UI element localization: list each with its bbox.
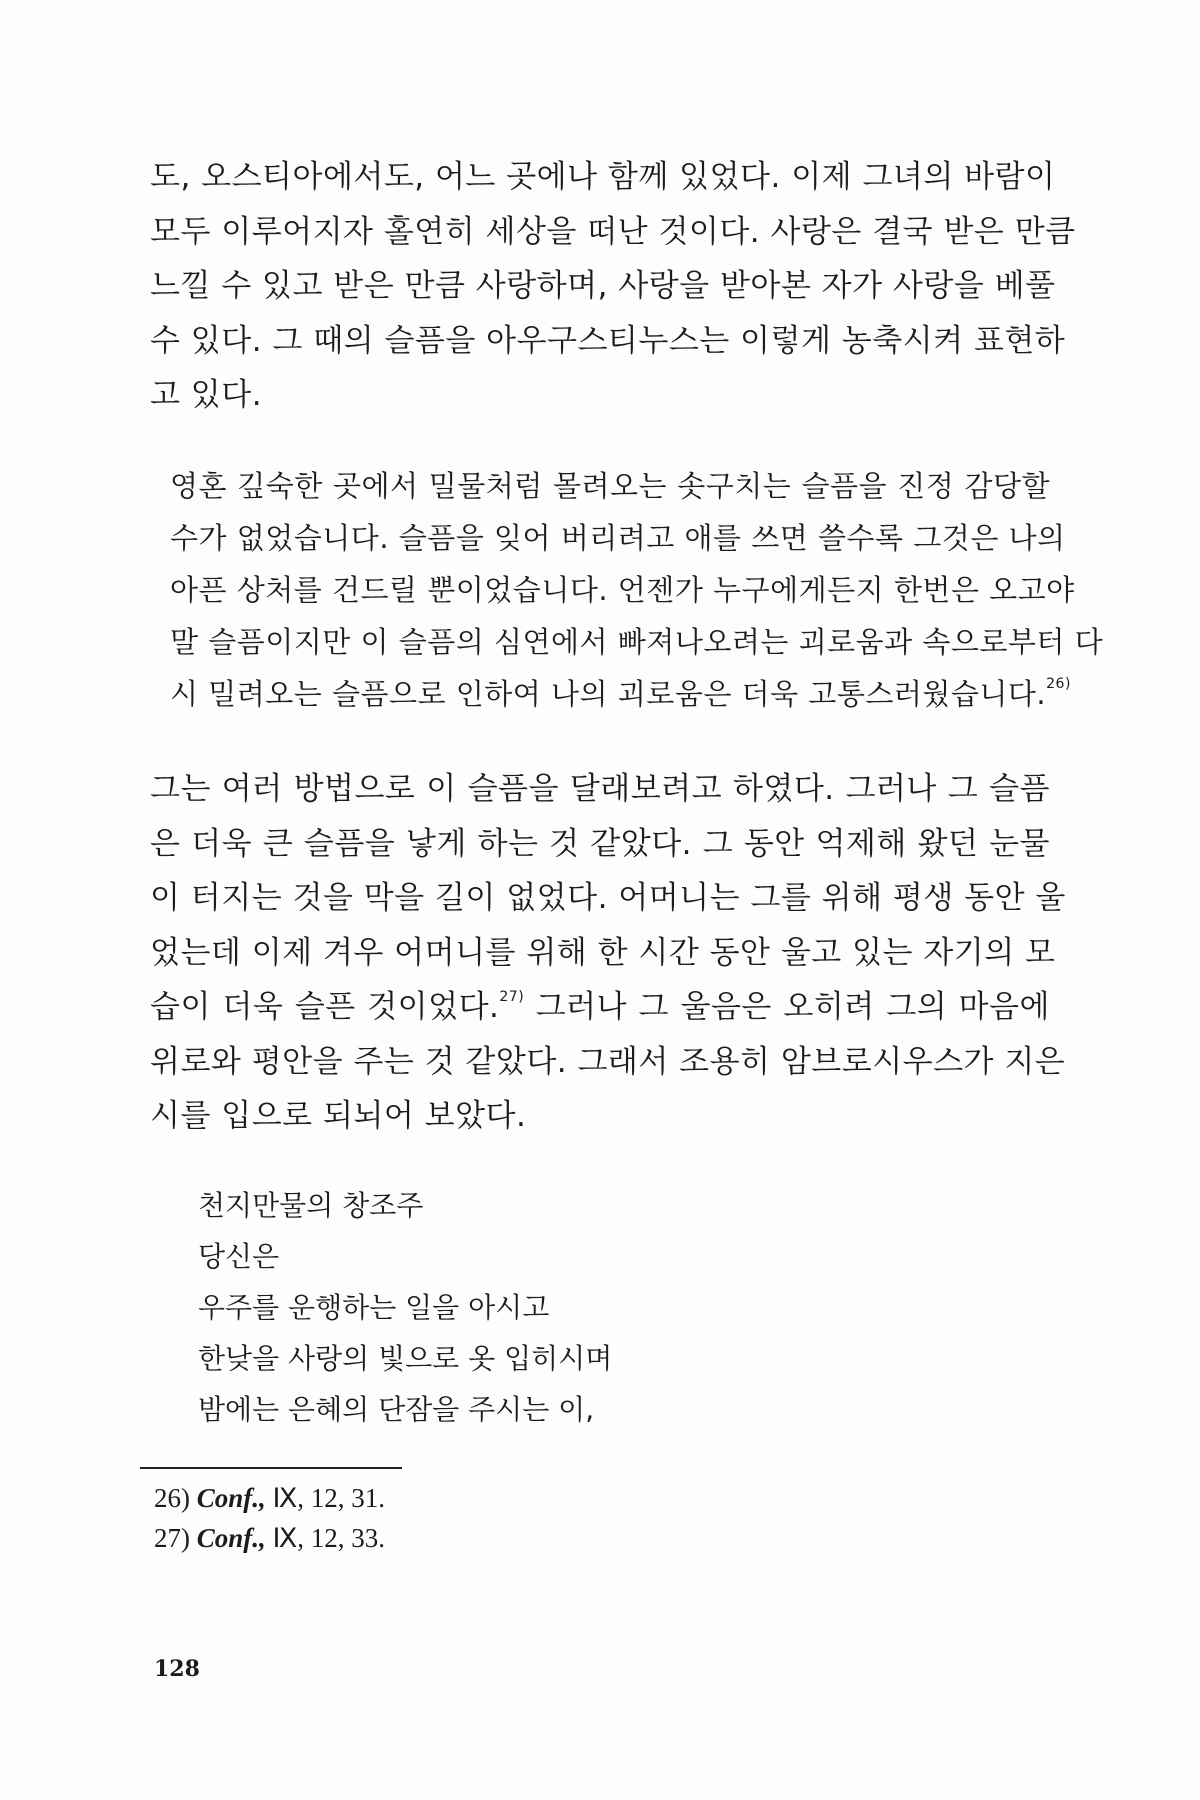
poem-line: 우주를 운행하는 일을 아시고 xyxy=(198,1291,550,1324)
footnote-source: Conf., xyxy=(196,1523,266,1553)
footnote-number: 27) xyxy=(154,1523,190,1553)
quote-line: 아픈 상처를 건드릴 뿐이었습니다. 언젠가 누구에게든지 한번은 오고야 xyxy=(170,573,1075,607)
text-line: 고 있다. xyxy=(150,377,263,413)
text-line: 위로와 평안을 주는 것 같았다. 그래서 조용히 암브로시우스가 지은 xyxy=(150,1043,1066,1080)
text-line: 그는 여러 방법으로 이 슬픔을 달래보려고 하였다. 그러나 그 슬픔 xyxy=(150,771,1050,807)
text-line: 은 더욱 큰 슬픔을 낳게 하는 것 같았다. 그 동안 억제해 왔던 눈물 xyxy=(150,825,1050,862)
text-line: 었는데 이제 겨우 어머니를 위해 한 시간 동안 울고 있는 자기의 모 xyxy=(150,934,1056,971)
text-line: 수 있다. 그 때의 슬픔을 아우구스티누스는 이렇게 농축시켜 표현하 xyxy=(150,322,1066,359)
poem-block xyxy=(198,1180,612,1435)
quote-line: 말 슬픔이지만 이 슬픔의 심연에서 빠져나오려는 괴로움과 속으로부터 다 xyxy=(170,625,1104,659)
body-paragraph-2 xyxy=(150,762,1066,1144)
footnote-number: 26) xyxy=(154,1483,190,1513)
poem-line: 천지만물의 창조주 xyxy=(198,1189,424,1222)
footnote-ref-26[interactable]: 26) xyxy=(1046,676,1071,692)
page-number: 128 xyxy=(154,1656,200,1682)
footnote-reference: Ⅸ, 12, 33. xyxy=(272,1523,386,1553)
poem-line: 밤에는 은혜의 단잠을 주시는 이, xyxy=(198,1393,595,1426)
text-line: 이 터지는 것을 막을 길이 없었다. 어머니는 그를 위해 평생 동안 울 xyxy=(150,880,1066,916)
quote-line-last xyxy=(170,668,1071,720)
quote-line-text: 시 밀려오는 슬픔으로 인하여 나의 괴로움은 더욱 고통스러웠습니다. xyxy=(170,677,1047,711)
footnotes xyxy=(154,1478,385,1558)
footnote-ref-27[interactable]: 27) xyxy=(499,989,525,1005)
text-segment: 습이 더욱 슬픈 것이었다. xyxy=(150,989,500,1025)
text-line: 느낄 수 있고 받은 만큼 사랑하며, 사랑을 받아본 자가 사랑을 베풀 xyxy=(150,268,1056,304)
block-quote xyxy=(170,460,1104,720)
text-line: 도, 오스티아에서도, 어느 곳에나 함께 있었다. 이제 그녀의 바람이 xyxy=(150,159,1056,195)
footnote-27 xyxy=(154,1518,385,1558)
footnote-divider xyxy=(140,1467,402,1469)
quote-line: 수가 없었습니다. 슬픔을 잊어 버리려고 애를 쓰면 쓸수록 그것은 나의 xyxy=(170,521,1066,555)
body-paragraph-1 xyxy=(150,150,1076,423)
text-segment: 그러나 그 울음은 오히려 그의 마음에 xyxy=(535,989,1050,1025)
footnote-26 xyxy=(154,1478,385,1518)
text-line-with-ref xyxy=(150,980,1050,1035)
quote-line: 영혼 깊숙한 곳에서 밀물처럼 몰려오는 솟구치는 슬픔을 진정 감당할 xyxy=(170,469,1050,503)
poem-line: 당신은 xyxy=(198,1240,280,1273)
poem-line: 한낮을 사랑의 빛으로 옷 입히시며 xyxy=(198,1342,613,1375)
text-line: 모두 이루어지자 홀연히 세상을 떠난 것이다. 사랑은 결국 받은 만큼 xyxy=(150,213,1076,250)
text-line: 시를 입으로 되뇌어 보았다. xyxy=(150,1098,527,1134)
footnote-source: Conf., xyxy=(196,1483,266,1513)
footnote-reference: Ⅸ, 12, 31. xyxy=(272,1483,386,1513)
